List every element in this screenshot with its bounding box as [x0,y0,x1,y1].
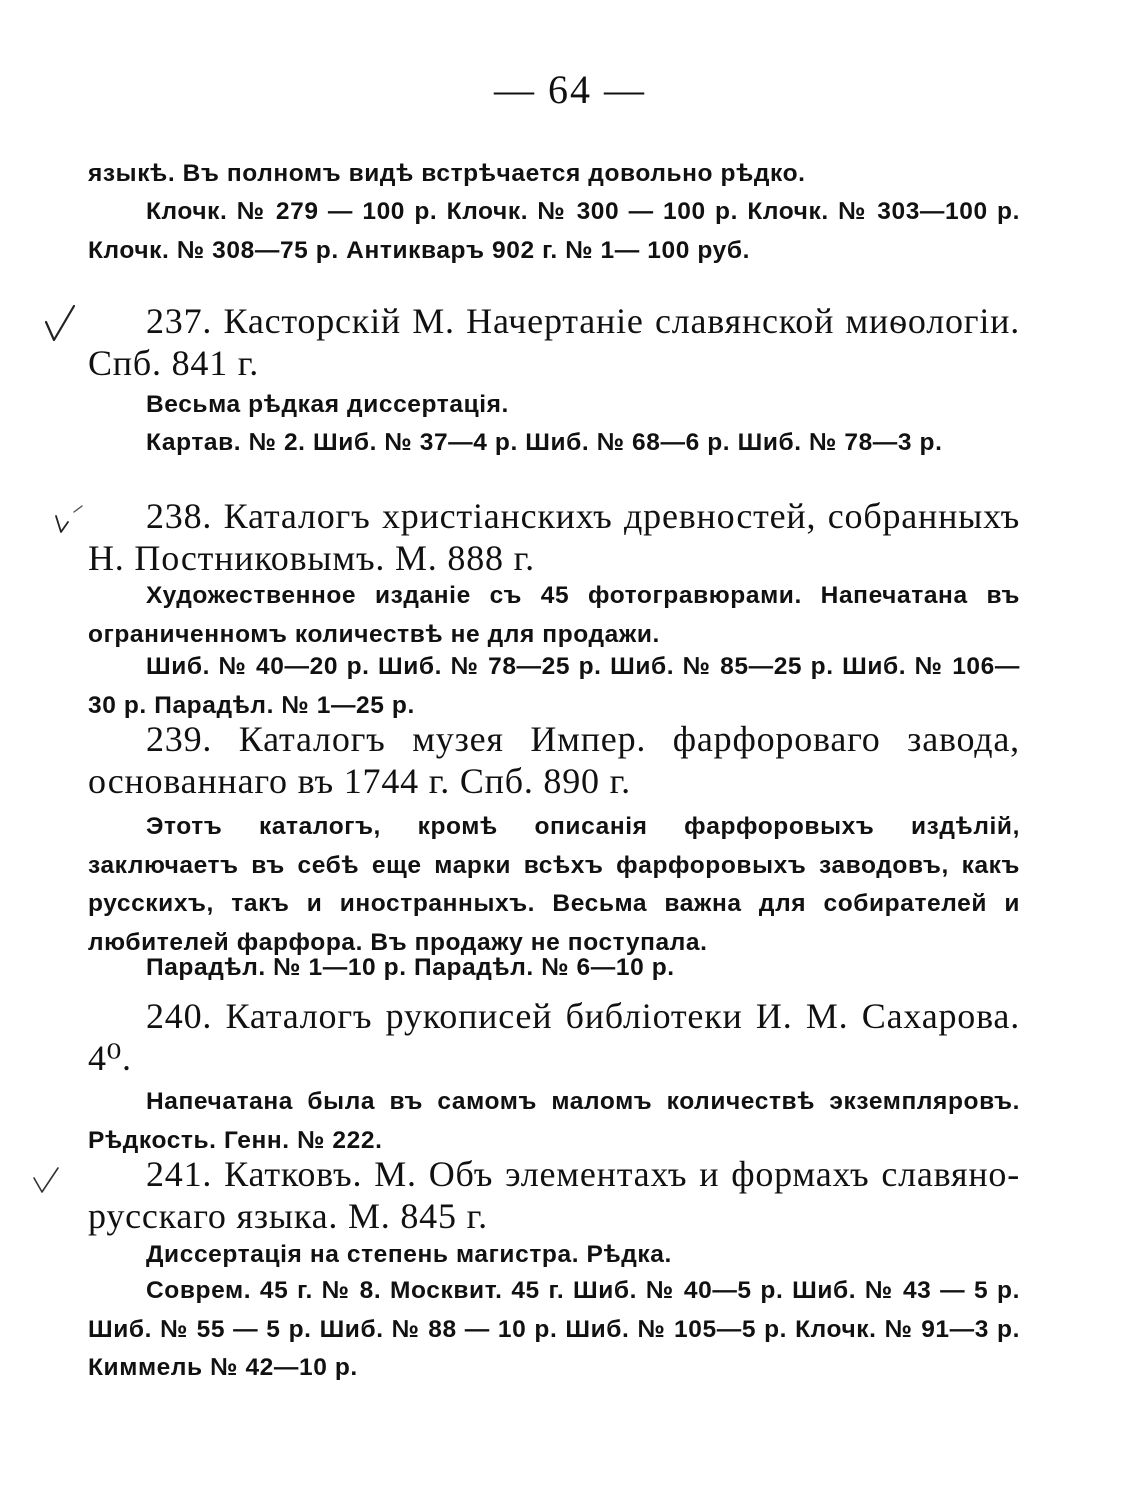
checkmark-icon [30,1162,66,1200]
entry-237-title: 237. Касторскій М. Начертаніе славянской миѳологіи. Спб. 841 г. [88,301,1020,383]
entry-238-references: Шиб. № 40—20 р. Шиб. № 78—25 р. Шиб. № 85—25 р. Шиб. № 106—30 р. Парадѣл. № 1—25 р. [88,653,1020,719]
checkmark-icon [52,500,92,538]
checkmark-icon [40,300,80,348]
entry-239-description: Этотъ каталогъ, кромѣ описанія фарфоровыхъ издѣлій, заключаетъ въ себѣ еще марки всѣхъ фарфоровыхъ заводовъ, какъ русскихъ, такъ и иностранныхъ. Весьма важна для собирателей и любителей фарфора. Въ продажу не поступала. [88,813,1020,956]
entry-237-references: Картав. № 2. Шиб. № 37—4 р. Шиб. № 68—6 р. Шиб. № 78—3 р. [146,429,943,456]
entry-239-references: Парадѣл. № 1—10 р. Парадѣл. № 6—10 р. [146,954,675,981]
entry-240-title: 240. Каталогъ рукописей библіотеки И. М. Сахарова. 4⁰. [88,996,1020,1078]
entry-236-description: языкѣ. Въ полномъ видѣ встрѣчается довольно рѣдко. [88,160,806,187]
entry-241-title: 241. Катковъ. М. Объ элементахъ и формахъ славяно-русскаго языка. М. 845 г. [88,1154,1020,1236]
entry-241-description: Диссертація на степень магистра. Рѣдка. [146,1241,672,1268]
entry-237-description: Весьма рѣдкая диссертація. [146,391,509,418]
entry-238-title: 238. Каталогъ христіанскихъ древностей, собранныхъ Н. Постниковымъ. М. 888 г. [88,496,1020,578]
entry-236-references: Клочк. № 279 — 100 р. Клочк. № 300 — 100 р. Клочк. № 303—100 р. Клочк. № 308—75 р. Антикваръ 902 г. № 1— 100 руб. [88,198,1020,264]
entry-238-description: Художественное изданіе съ 45 фотогравюрами. Напечатана въ ограниченномъ количествѣ не для продажи. [88,582,1020,648]
entry-240-description: Напечатана была въ самомъ маломъ количествѣ экземпляровъ. Рѣдкость. Генн. № 222. [88,1088,1020,1154]
page-number: — 64 — [494,67,646,112]
entry-239-title: 239. Каталогъ музея Импер. фарфороваго завода, основаннаго въ 1744 г. Спб. 890 г. [88,719,1020,801]
entry-241-references: Соврем. 45 г. № 8. Москвит. 45 г. Шиб. № 40—5 р. Шиб. № 43 — 5 р. Шиб. № 55 — 5 р. Шиб. № 88 — 10 р. Шиб. № 105—5 р. Клочк. № 91—3 р. Киммель № 42—10 р. [88,1277,1020,1381]
